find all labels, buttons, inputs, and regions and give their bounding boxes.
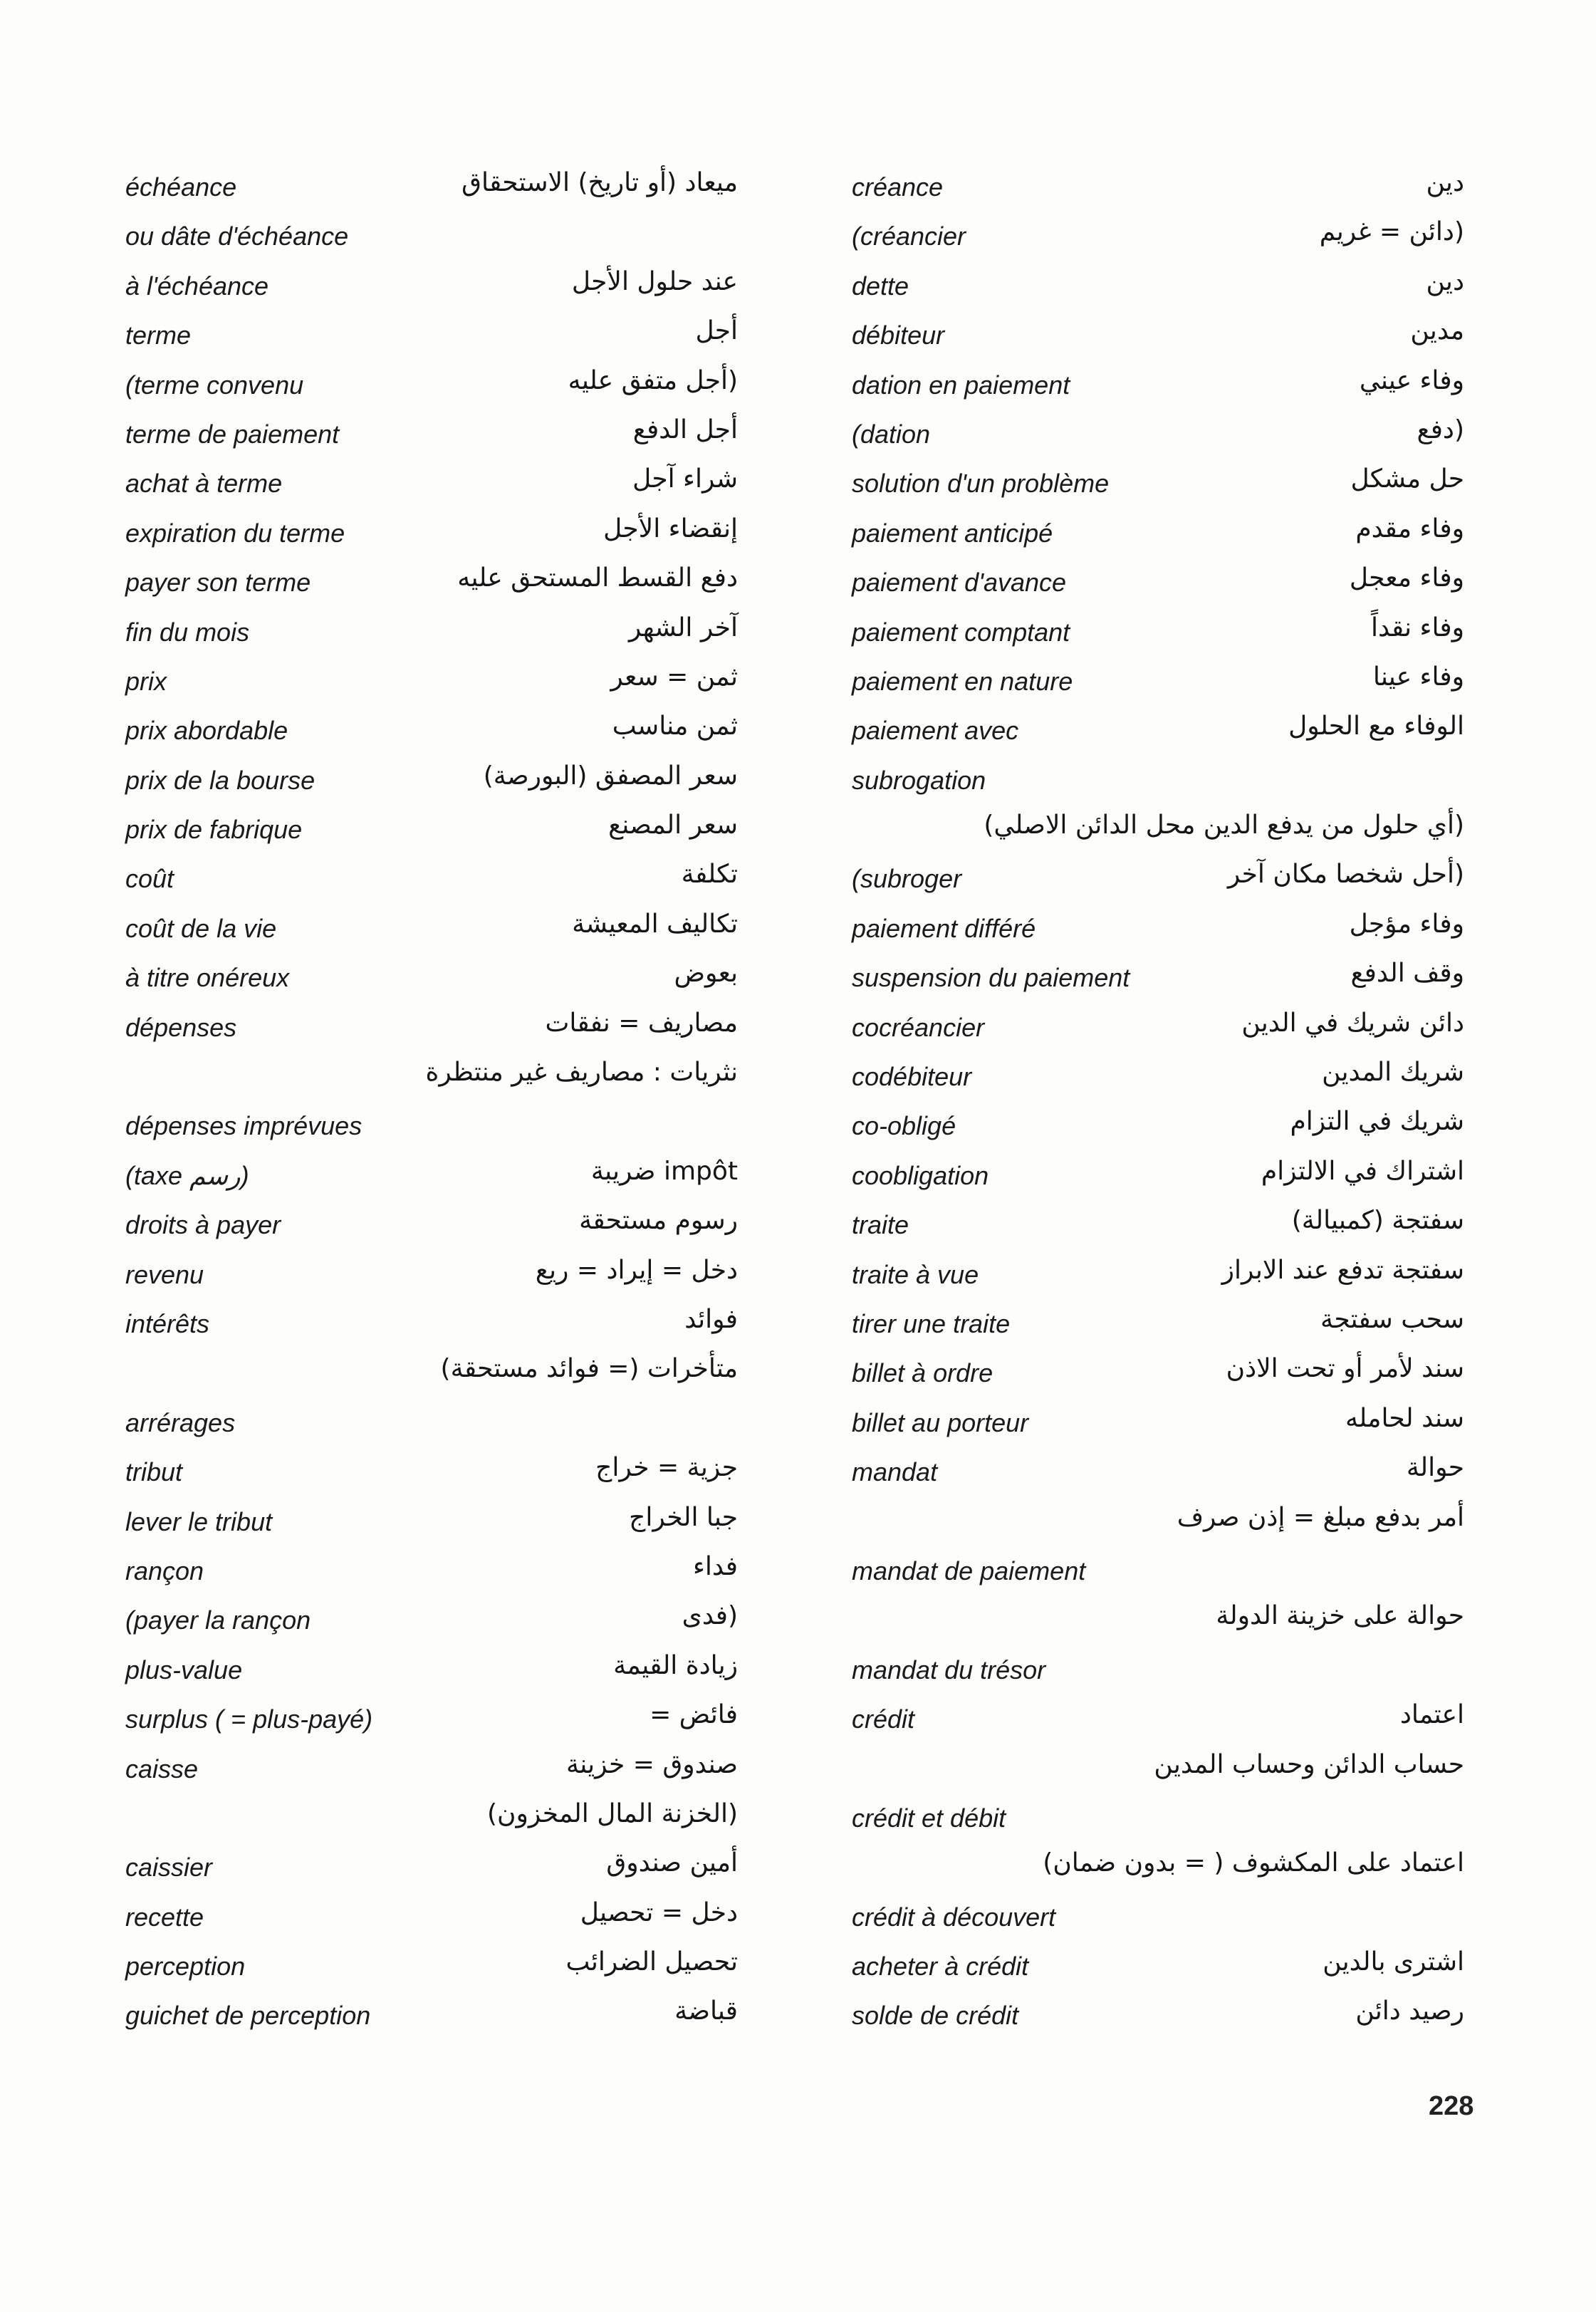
french-term: expiration du terme: [125, 518, 345, 548]
arabic-translation: شريك في التزام: [1290, 1107, 1464, 1137]
arabic-translation: آخر الشهر: [628, 613, 738, 642]
entry-row: [852, 261, 1464, 311]
entry-row: [852, 1497, 1464, 1546]
arabic-translation: impôt ضريبة: [590, 1156, 738, 1186]
french-term: revenu: [125, 1259, 204, 1289]
arabic-translation: تكاليف المعيشة: [572, 909, 738, 939]
left-column: [125, 162, 738, 2041]
arabic-translation: وفاء عينا: [1372, 662, 1464, 692]
arabic-translation: حساب الدائن وحساب المدين: [1154, 1749, 1464, 1779]
french-term: dépenses imprévues: [125, 1111, 363, 1141]
entry-row: [125, 558, 738, 607]
french-term: prix abordable: [125, 716, 288, 746]
arabic-translation: مصاريف = نفقات: [545, 1008, 738, 1038]
french-term: crédit: [852, 1704, 915, 1734]
french-term: caissier: [125, 1853, 213, 1883]
french-term: créance: [852, 172, 944, 202]
arabic-translation: حوالة على خزينة الدولة: [1216, 1601, 1464, 1631]
arabic-translation: رسوم مستحقة: [579, 1206, 738, 1236]
entry-row: [852, 756, 1464, 805]
french-term: subrogation: [852, 765, 986, 795]
entry-row: [125, 410, 738, 459]
entry-row: [852, 1398, 1464, 1447]
entry-row: [852, 1843, 1464, 1892]
french-term: lever le tribut: [125, 1506, 273, 1536]
entry-row: [125, 1052, 738, 1101]
entry-row: [852, 1694, 1464, 1744]
french-term: guichet de perception: [125, 2001, 371, 2031]
french-term: paiement anticipé: [852, 518, 1053, 548]
entry-row: [125, 360, 738, 410]
arabic-translation: وقف الدفع: [1350, 959, 1464, 989]
french-term: crédit et débit: [852, 1803, 1006, 1833]
entry-row: [125, 1398, 738, 1447]
arabic-translation: أمين صندوق: [606, 1848, 738, 1878]
arabic-translation: (دائن = غريم: [1319, 217, 1464, 247]
entry-row: [852, 1595, 1464, 1645]
french-term: fin du mois: [125, 617, 250, 647]
entry-row: [852, 608, 1464, 657]
arabic-translation: دخل = تحصيل: [580, 1897, 738, 1927]
arabic-translation: شريك المدين: [1322, 1058, 1464, 1088]
french-term: rançon: [125, 1556, 204, 1585]
arabic-translation: أمر بدفع مبلغ = إذن صرف: [1177, 1502, 1464, 1532]
arabic-translation: سفتجة تدفع عند الابراز: [1221, 1255, 1464, 1285]
french-term: coobligation: [852, 1160, 989, 1190]
entry-row: [125, 261, 738, 311]
french-term: tirer une traite: [852, 1308, 1011, 1338]
entry-row: [852, 904, 1464, 953]
entry-row: [125, 608, 738, 657]
arabic-translation: سعر المصفق (البورصة): [483, 761, 738, 791]
french-term: billet au porteur: [852, 1407, 1029, 1437]
arabic-translation: أجل الدفع: [632, 415, 738, 444]
entry-row: [125, 854, 738, 903]
arabic-translation: دفع القسط المستحق عليه: [457, 563, 738, 593]
entry-row: [125, 805, 738, 854]
french-term: (payer la rançon: [125, 1605, 311, 1635]
french-term: ou dâte d'échéance: [125, 222, 349, 251]
french-term: tribut: [125, 1457, 183, 1487]
french-term: (taxe رسم): [125, 1160, 249, 1190]
arabic-translation: حوالة: [1406, 1453, 1464, 1483]
french-term: paiement comptant: [852, 617, 1070, 647]
arabic-translation: صندوق = خزينة: [566, 1749, 738, 1779]
entry-row: [125, 1595, 738, 1645]
arabic-translation: ثمن = سعر: [610, 662, 738, 692]
arabic-translation: اعتماد على المكشوف ( = بدون ضمان): [1043, 1848, 1464, 1878]
arabic-translation: حل مشكل: [1350, 464, 1464, 494]
arabic-translation: سند لأمر أو تحت الاذن: [1226, 1354, 1464, 1384]
arabic-translation: قباضة: [674, 1996, 738, 2026]
french-term: coût: [125, 864, 174, 894]
arabic-translation: مدين: [1410, 316, 1464, 346]
arabic-translation: (أحل شخصا مكان آخر: [1227, 860, 1464, 890]
entry-row: [852, 509, 1464, 558]
entry-row: [125, 1348, 738, 1397]
entry-row: [125, 1101, 738, 1150]
french-term: prix de la bourse: [125, 765, 315, 795]
entry-row: [125, 1744, 738, 1793]
french-term: codébiteur: [852, 1062, 972, 1092]
entry-row: [852, 311, 1464, 360]
arabic-translation: بعوض: [674, 959, 738, 989]
entry-row: [125, 509, 738, 558]
entry-row: [852, 1200, 1464, 1249]
arabic-translation: (دفع: [1417, 415, 1464, 444]
french-term: paiement d'avance: [852, 568, 1067, 598]
arabic-translation: زيادة القيمة: [613, 1650, 738, 1680]
french-term: terme de paiement: [125, 419, 340, 449]
french-term: crédit à découvert: [852, 1902, 1056, 1932]
entry-row: [125, 1546, 738, 1595]
entry-row: [852, 1793, 1464, 1843]
arabic-translation: اشترى بالدين: [1323, 1947, 1464, 1977]
entry-row: [852, 1892, 1464, 1942]
arabic-translation: سحب سفتجة: [1320, 1304, 1464, 1334]
french-term: (dation: [852, 419, 931, 449]
arabic-translation: فائض =: [650, 1700, 738, 1730]
entry-row: [125, 1843, 738, 1892]
french-term: (créancier: [852, 222, 966, 251]
arabic-translation: (أجل متفق عليه: [568, 365, 738, 395]
arabic-translation: سفتجة (كمبيالة): [1291, 1206, 1464, 1236]
arabic-translation: متأخرات (= فوائد مستحقة): [440, 1354, 738, 1384]
french-term: dation en paiement: [852, 370, 1070, 400]
french-term: recette: [125, 1902, 204, 1932]
arabic-translation: وفاء مؤجل: [1349, 909, 1464, 939]
arabic-translation: رصيد دائن: [1355, 1996, 1464, 2026]
french-term: prix de fabrique: [125, 815, 303, 845]
arabic-translation: جبا الخراج: [629, 1502, 738, 1532]
entry-row: [125, 1497, 738, 1546]
entry-row: [125, 1250, 738, 1299]
arabic-translation: وفاء معجل: [1349, 563, 1464, 593]
entry-row: [125, 756, 738, 805]
entry-row: [852, 657, 1464, 706]
arabic-translation: نثريات : مصاريف غير منتظرة: [425, 1058, 738, 1088]
arabic-translation: (الخزنة المال المخزون): [487, 1798, 738, 1828]
french-term: paiement en nature: [852, 666, 1073, 696]
arabic-translation: عند حلول الأجل: [571, 266, 738, 296]
arabic-translation: تكلفة: [681, 860, 738, 890]
entry-row: [852, 1151, 1464, 1200]
entry-row: [125, 1694, 738, 1744]
entry-row: [125, 657, 738, 706]
french-term: (subroger: [852, 864, 962, 894]
french-term: acheter à crédit: [852, 1952, 1029, 1982]
arabic-translation: دائن شريك في الدين: [1241, 1008, 1464, 1038]
french-term: droits à payer: [125, 1210, 281, 1240]
french-term: caisse: [125, 1754, 199, 1784]
french-term: solution d'un problème: [852, 469, 1110, 499]
french-term: cocréancier: [852, 1012, 985, 1042]
arabic-translation: سند لحامله: [1345, 1403, 1464, 1433]
entry-row: [125, 1793, 738, 1843]
entry-row: [852, 1645, 1464, 1694]
arabic-translation: وفاء نقداً: [1370, 613, 1464, 642]
arabic-translation: اشتراك في الالتزام: [1261, 1156, 1464, 1186]
arabic-translation: (فدى: [682, 1601, 738, 1631]
entry-row: [125, 706, 738, 755]
entry-row: [852, 1052, 1464, 1101]
french-term: mandat du trésor: [852, 1655, 1046, 1684]
entry-row: [852, 162, 1464, 212]
arabic-translation: فداء: [692, 1551, 738, 1581]
french-term: coût de la vie: [125, 913, 277, 943]
entry-row: [852, 1003, 1464, 1052]
entry-row: [125, 1942, 738, 1991]
entry-row: [852, 1101, 1464, 1150]
entry-row: [852, 1744, 1464, 1793]
french-term: surplus ( = plus-payé): [125, 1704, 373, 1734]
entry-row: [125, 1645, 738, 1694]
arabic-translation: أجل: [695, 316, 738, 346]
entry-row: [852, 1250, 1464, 1299]
entry-row: [852, 410, 1464, 459]
arabic-translation: الوفاء مع الحلول: [1288, 712, 1464, 741]
arabic-translation: جزية = خراج: [595, 1453, 738, 1483]
arabic-translation: وفاء مقدم: [1355, 514, 1464, 543]
french-term: suspension du paiement: [852, 963, 1130, 993]
entry-row: [125, 1003, 738, 1052]
arabic-translation: سعر المصنع: [608, 811, 738, 840]
entry-row: [125, 311, 738, 360]
entry-row: [852, 1546, 1464, 1595]
french-term: billet à ordre: [852, 1358, 993, 1388]
entry-row: [125, 1447, 738, 1496]
entry-row: [852, 1348, 1464, 1397]
french-term: achat à terme: [125, 469, 283, 499]
right-column: [852, 162, 1464, 2041]
arabic-translation: دخل = إيراد = ريع: [535, 1255, 738, 1285]
french-term: traite à vue: [852, 1259, 979, 1289]
french-term: plus-value: [125, 1655, 243, 1684]
arabic-translation: (أي حلول من يدفع الدين محل الدائن الاصلي): [984, 811, 1464, 840]
french-term: arrérages: [125, 1407, 236, 1437]
entry-row: [852, 805, 1464, 854]
french-term: solde de crédit: [852, 2001, 1019, 2031]
entry-row: [125, 212, 738, 261]
entry-row: [125, 162, 738, 212]
arabic-translation: فوائد: [684, 1304, 738, 1334]
entry-row: [852, 1447, 1464, 1496]
arabic-translation: ثمن مناسب: [612, 712, 738, 741]
french-term: paiement avec: [852, 716, 1019, 746]
entry-row: [125, 459, 738, 508]
entry-row: [125, 1991, 738, 2040]
arabic-translation: إنقضاء الأجل: [603, 514, 738, 543]
french-term: traite: [852, 1210, 909, 1240]
arabic-translation: دين: [1426, 266, 1464, 296]
entry-row: [852, 706, 1464, 755]
french-term: à titre onéreux: [125, 963, 290, 993]
french-term: dette: [852, 271, 909, 301]
entry-row: [125, 1892, 738, 1942]
arabic-translation: اعتماد: [1399, 1700, 1464, 1730]
entry-row: [852, 854, 1464, 903]
entry-row: [852, 212, 1464, 261]
arabic-translation: ميعاد (أو تاريخ) الاستحقاق: [461, 168, 738, 197]
french-term: terme: [125, 321, 192, 350]
french-term: prix: [125, 666, 167, 696]
entry-row: [852, 953, 1464, 1002]
entry-row: [125, 953, 738, 1002]
french-term: perception: [125, 1952, 246, 1982]
french-term: dépenses: [125, 1012, 237, 1042]
french-term: payer son terme: [125, 568, 311, 598]
entry-row: [125, 904, 738, 953]
entry-row: [852, 1942, 1464, 1991]
entry-row: [125, 1151, 738, 1200]
page-number: 228: [1429, 2091, 1474, 2121]
french-term: paiement différé: [852, 913, 1036, 943]
french-term: mandat de paiement: [852, 1556, 1086, 1585]
french-term: à l'échéance: [125, 271, 269, 301]
french-term: co-obligé: [852, 1111, 956, 1141]
entry-row: [852, 1991, 1464, 2040]
arabic-translation: شراء آجل: [632, 464, 738, 494]
entry-row: [125, 1299, 738, 1348]
arabic-translation: دين: [1426, 168, 1464, 197]
entry-row: [852, 459, 1464, 508]
entry-row: [852, 360, 1464, 410]
arabic-translation: تحصيل الضرائب: [565, 1947, 738, 1977]
french-term: (terme convenu: [125, 370, 304, 400]
entry-row: [125, 1200, 738, 1249]
french-term: mandat: [852, 1457, 938, 1487]
french-term: débiteur: [852, 321, 945, 350]
entry-row: [852, 1299, 1464, 1348]
entry-row: [852, 558, 1464, 607]
french-term: échéance: [125, 172, 237, 202]
french-term: intérêts: [125, 1308, 210, 1338]
arabic-translation: وفاء عيني: [1359, 365, 1464, 395]
